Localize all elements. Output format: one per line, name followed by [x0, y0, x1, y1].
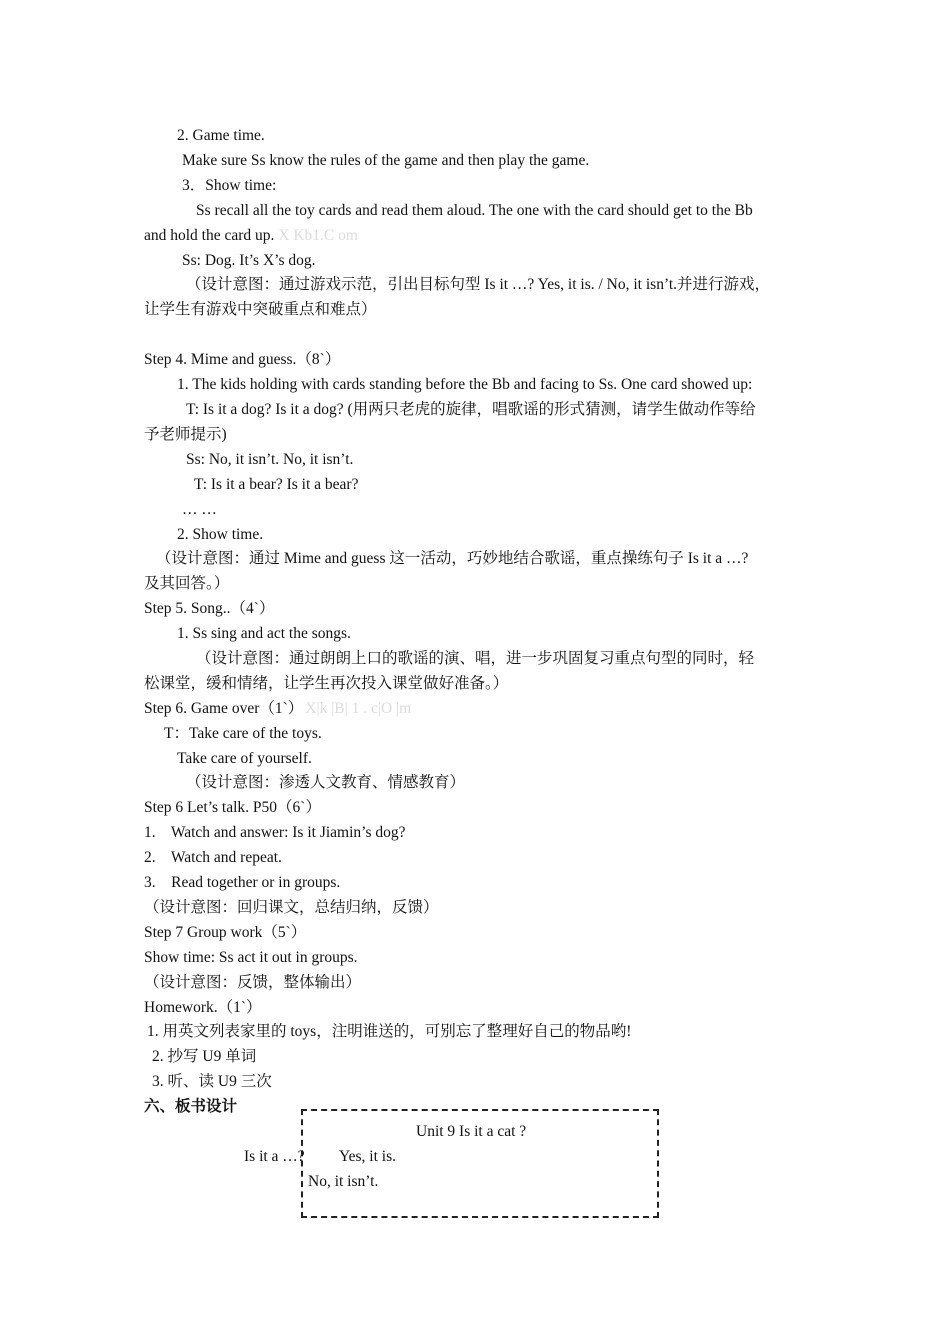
text-line: 1. Ss sing and act the songs. — [177, 625, 351, 642]
text-line: 予老师提示) — [144, 426, 227, 443]
text-line: 1. The kids holding with cards standing before the Bb and facing to Ss. One card showed up: — [177, 376, 753, 393]
list-item: 1. Watch and answer: Is it Jiamin’s dog? — [144, 824, 406, 841]
board-answer-no: No, it isn’t. — [308, 1173, 379, 1190]
board-question: Is it a …? — [244, 1148, 305, 1165]
watermark-text: X|k |B| 1 . c|O |m — [305, 700, 412, 717]
list-item: 1. 用英文列表家里的 toys，注明谁送的，可别忘了整理好自己的物品哟! — [147, 1023, 632, 1040]
text-line: Ss: No, it isn’t. No, it isn’t. — [186, 451, 354, 468]
text-line: Ss recall all the toy cards and read them aloud. The one with the card should get to the Bb — [196, 202, 753, 219]
design-note: 松课堂，缓和情绪，让学生再次投入课堂做好准备。） — [144, 675, 509, 692]
design-note: 及其回答。） — [144, 575, 230, 592]
step-heading-text: Step 6. Game over（1`） — [144, 700, 304, 717]
text-line-content: and hold the card up. — [144, 227, 275, 244]
text-line: Ss: Dog. It’s X’s dog. — [182, 252, 316, 269]
step-heading: Step 6 Let’s talk. P50（6`） — [144, 799, 321, 816]
design-note: （设计意图：通过朗朗上口的歌谣的演、唱，进一步巩固复习重点句型的同时，轻 — [196, 650, 755, 667]
step-heading: Step 4. Mime and guess.（8`） — [144, 351, 341, 368]
design-note: （设计意图：回归课文，总结归纳，反馈） — [144, 899, 439, 916]
text-line: 3．Show time: — [182, 177, 277, 194]
text-line: … … — [182, 501, 217, 518]
text-line: Take care of yourself. — [177, 750, 312, 767]
step-heading: Step 5. Song..（4`） — [144, 600, 275, 617]
text-line: 2. Show time. — [177, 526, 264, 543]
list-item: 3. Read together or in groups. — [144, 874, 341, 891]
text-line: T：Take care of the toys. — [164, 725, 322, 742]
text-line: T: Is it a bear? Is it a bear? — [194, 476, 359, 493]
design-note: 让学生有游戏中突破重点和难点） — [144, 301, 377, 318]
text-line: Make sure Ss know the rules of the game and then play the game. — [182, 152, 590, 169]
step-heading: Homework.（1`） — [144, 999, 262, 1016]
text-line: T: Is it a dog? Is it a dog? (用两只老虎的旋律，唱歌谣的形式猜测，请学生做动作等给 — [186, 401, 756, 418]
design-note: （设计意图：通过游戏示范，引出目标句型 Is it …? Yes, it is. / No, it isn’t.并进行游戏， — [186, 276, 771, 293]
watermark-text: X Kb1.C om — [278, 227, 358, 244]
list-item: 2. Watch and repeat. — [144, 849, 282, 866]
text-line: Show time: Ss act it out in groups. — [144, 949, 358, 966]
list-item: 2. 抄写 U9 单词 — [152, 1048, 257, 1065]
board-title: Unit 9 Is it a cat ? — [416, 1123, 527, 1140]
text-line — [144, 226, 358, 246]
board-answer-yes: Yes, it is. — [339, 1148, 397, 1165]
list-item: 3. 听、读 U9 三次 — [152, 1073, 272, 1090]
step-heading: Step 7 Group work（5`） — [144, 924, 307, 941]
design-note: （设计意图：渗透人文教育、情感教育） — [186, 774, 466, 791]
section-heading: 六、板书设计 — [144, 1098, 238, 1115]
step-heading — [144, 699, 411, 719]
design-note: （设计意图：通过 Mime and guess 这一活动，巧妙地结合歌谣，重点操练句子 Is it a …? — [156, 550, 749, 567]
text-line: 2. Game time. — [177, 127, 265, 144]
design-note: （设计意图：反馈，整体输出） — [144, 974, 362, 991]
